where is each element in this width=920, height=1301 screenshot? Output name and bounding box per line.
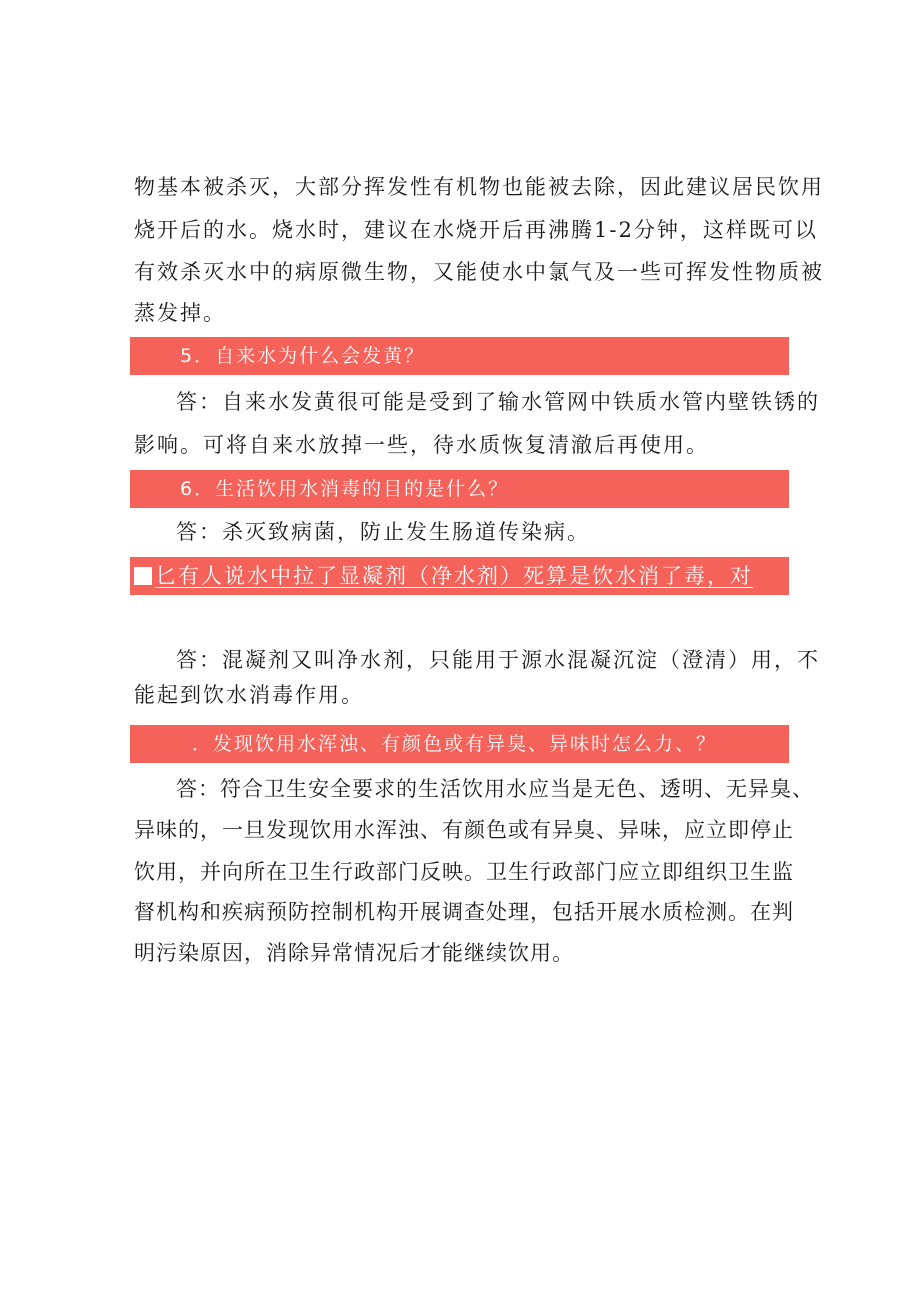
question-7-text <box>134 557 753 595</box>
question-8-text: ．发现饮用水浑浊、有颜色或有异臭、异味时怎么力、？ <box>192 733 718 755</box>
answer-7-line: 答：混凝剂又叫净水剂，只能用于源水混凝沉淀（澄清）用，不 <box>176 648 820 672</box>
answer-8-line: 答：符合卫生安全要求的生活饮用水应当是无色、透明、无异臭、 <box>176 777 814 801</box>
question-8-heading <box>130 725 789 763</box>
answer-8-line: 督机构和疾病预防控制机构开展调查处理，包括开展水质检测。在判 <box>134 900 794 924</box>
square-mark-icon <box>134 567 152 585</box>
answer-5-line: 影响。可将自来水放掉一些，待水质恢复清澈后再使用。 <box>134 433 709 457</box>
paragraph-line: 烧开后的水。烧水时，建议在水烧开后再沸腾1-2分钟，这样既可以 <box>134 218 818 242</box>
answer-8-line: 饮用，并向所在卫生行政部门反映。卫生行政部门应立即组织卫生监 <box>134 860 794 884</box>
answer-5-line: 答：自来水发黄很可能是受到了输水管网中铁质水管内壁铁锈的 <box>176 390 820 414</box>
answer-6-line: 答：杀灭致病菌，防止发生肠道传染病。 <box>176 520 590 544</box>
answer-8-line: 明污染原因，消除异常情况后才能继续饮用。 <box>134 941 574 965</box>
question-6-heading <box>130 470 789 508</box>
paragraph-line: 蒸发掉。 <box>134 301 226 325</box>
question-5-heading <box>130 337 789 375</box>
paragraph-line: 有效杀灭水中的病原微生物，又能使水中氯气及一些可挥发性物质被 <box>134 260 824 284</box>
question-7-heading <box>130 557 789 595</box>
question-7-label: 匕有人说水中拉了显凝剂（净水剂）死算是饮水消了毒，对 <box>155 564 753 588</box>
answer-8-line: 异味的，一旦发现饮用水浑浊、有颜色或有异臭、异味，应立即停止 <box>134 818 794 842</box>
question-5-text: 5．自来水为什么会发黄？ <box>180 345 426 367</box>
question-6-text: 6．生活饮用水消毒的目的是什么？ <box>180 478 510 500</box>
paragraph-line: 物基本被杀灭，大部分挥发性有机物也能被去除，因此建议居民饮用 <box>134 175 824 199</box>
answer-7-line: 能起到饮水消毒作用。 <box>134 683 364 707</box>
